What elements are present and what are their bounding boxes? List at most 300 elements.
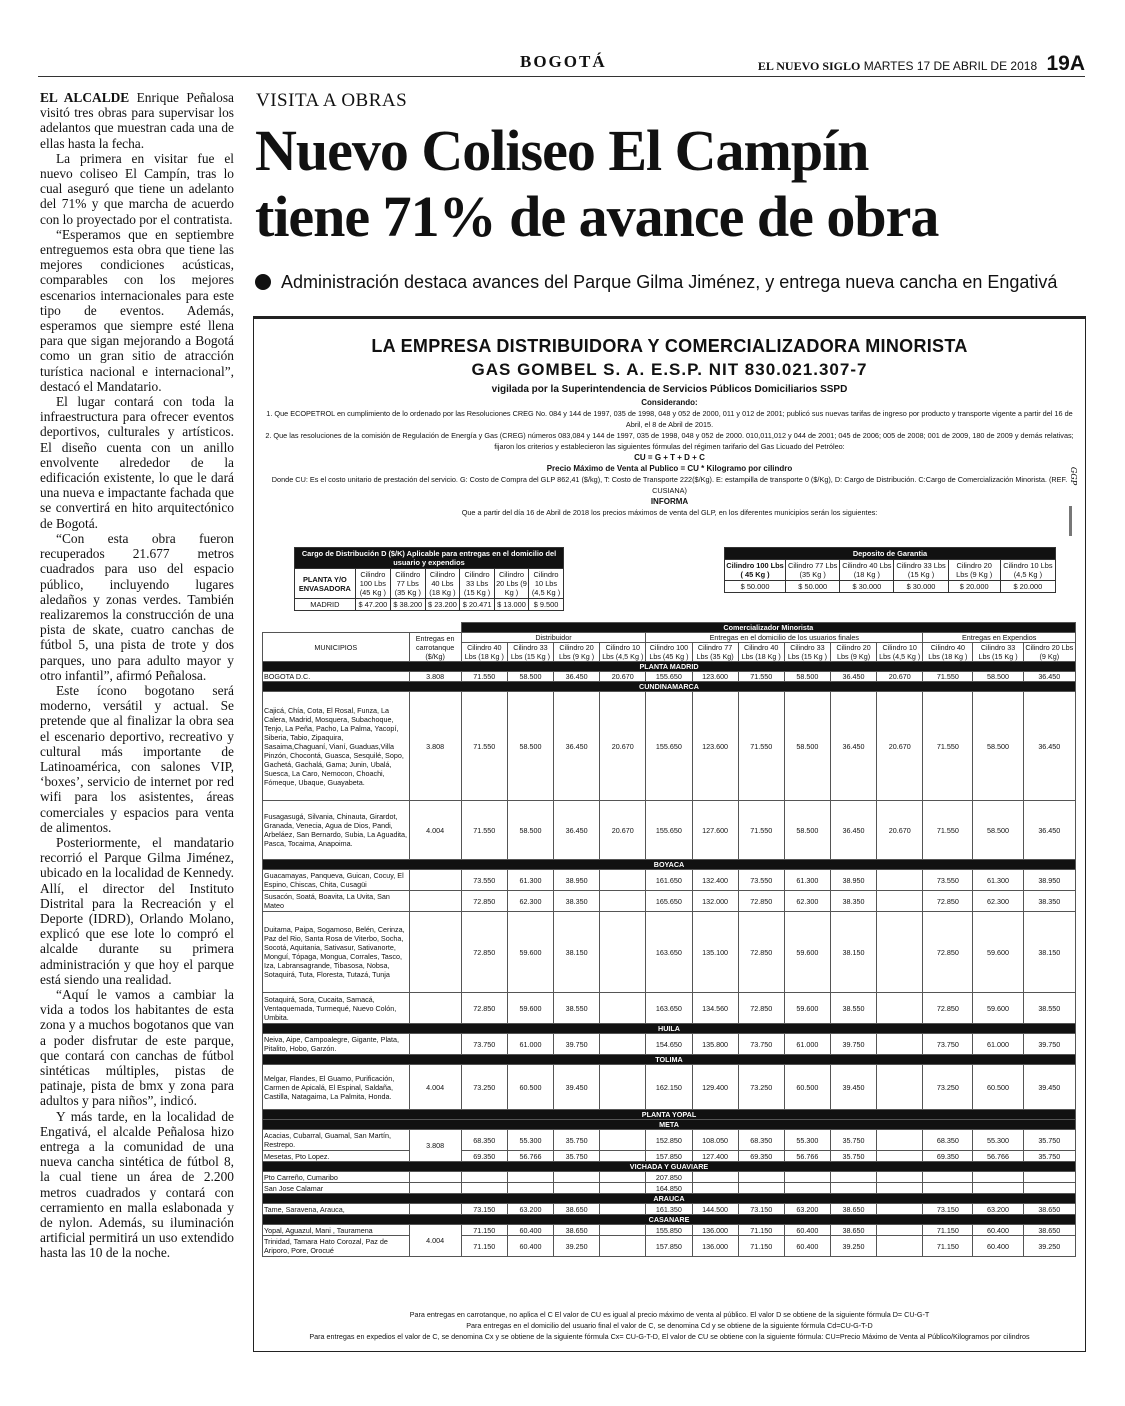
price-cell: 39.450: [830, 1065, 876, 1110]
region-label: META: [263, 1120, 1076, 1130]
region-label: HUILA: [263, 1024, 1076, 1034]
subcolumn-header: Cilindro 10 Lbs (4,5 Kg ): [600, 643, 646, 662]
price-cell: 132.000: [692, 891, 738, 912]
considerando-1: 1. Que ECOPETROL en cumplimiento de lo ordenado por las Resoluciones CREG No. 084 y 144 de 1997, 035 de 1998, 048 y 052 de 2000, 011 y 012 de 2001; publicó sus nuevas tarifas de ingreso por producto y transporte vigente a partir del 16 de Abril, el 8 de Abril de 2015.: [266, 409, 1073, 429]
considerando-2: 2. Que las resoluciones de la comisión de Regulación de Energía y Gas (CREG) números 083,084 y 144 de 1997, 035 de 1998, 048 y 052 de 2000. 010,011,012 y 044 de 2001; 045 de 2006; 005 de 2008; 001 de 2009, 180 de 2009 y demás relativas; fijaron los criterios y establecieron las siguientes fórmulas del régimen tarifario del Gas Licuado del Petróleo:: [265, 431, 1074, 451]
table-row: [263, 1225, 1076, 1236]
table-row: [263, 801, 1076, 860]
price-cell: 38.650: [554, 1204, 600, 1215]
subcolumn-header: Cilindro 40 Lbs (18 Kg ): [738, 643, 784, 662]
price-cell: [877, 1204, 923, 1215]
carrotanque-cell: [409, 912, 461, 993]
price-cell: 73.750: [461, 1034, 507, 1055]
price-cell: [877, 1151, 923, 1162]
price-cell: 60.500: [973, 1065, 1023, 1110]
cargo-row-label: MADRID: [295, 599, 356, 611]
price-cell: 60.400: [507, 1225, 553, 1236]
price-cell: 73.150: [461, 1204, 507, 1215]
price-cell: 72.850: [461, 891, 507, 912]
table-row: [263, 1183, 1076, 1194]
price-cell: 72.850: [461, 912, 507, 993]
price-cell: 62.300: [507, 891, 553, 912]
price-cell: 71.550: [461, 672, 507, 682]
body-paragraph: La primera en visitar fue el nuevo coliseo El Campín, tras lo cual aseguró que tiene un adelanto del 71% y que marcha de acuerdo con lo proyectado por el contratista.: [40, 150, 234, 227]
table-row: [263, 1236, 1076, 1257]
price-cell: 72.850: [461, 993, 507, 1024]
region-row: [263, 1215, 1076, 1225]
municipio-cell: Tame, Saravena, Arauca,: [263, 1204, 410, 1215]
price-cell: 127.600: [692, 801, 738, 860]
price-cell: 59.600: [973, 993, 1023, 1024]
municipio-cell: Fusagasugá, Silvania, Chinauta, Girardot, Granada, Venecia, Agua de Dios, Pandi, Arbeláez, San Bernardo, Subia, La Aguadita, Pasca, Tocaima, Anapoima.: [263, 801, 410, 860]
cargo-col: Cilindro 10 Lbs (4,5 Kg ): [529, 569, 564, 599]
cargo-col: Cilindro 20 Lbs (9 Kg ): [496, 570, 527, 597]
gas-price-notice: [253, 316, 1086, 1352]
carrotanque-cell: [409, 891, 461, 912]
price-cell: 163.650: [646, 993, 692, 1024]
deposit-col: Cilindro 40 Lbs (18 Kg ): [840, 560, 894, 581]
lead-text: Enrique Peñalosa visitó tres obras para supervisar los adelantos que muestran cada una de ellas hasta la fecha.: [40, 90, 234, 151]
price-cell: 36.450: [830, 692, 876, 801]
price-cell: [877, 993, 923, 1024]
price-cell: 58.500: [784, 672, 830, 682]
carrotanque-cell: 4.004: [409, 1225, 461, 1257]
cargo-value: $ 20.471: [460, 599, 495, 611]
region-row: [263, 1024, 1076, 1034]
municipio-cell: Melgar, Flandes, El Guamo, Purificación, Carmen de Apicalá, El Espinal, Saldaña, Castilla, Natagaima, La Palmita, Honda.: [263, 1065, 410, 1110]
price-cell: 157.850: [646, 1151, 692, 1162]
price-cell: 73.150: [923, 1204, 973, 1215]
price-cell: 154.650: [646, 1034, 692, 1055]
region-label: CUNDINAMARCA: [263, 682, 1076, 692]
price-cell: 60.400: [784, 1225, 830, 1236]
region-row: [263, 1194, 1076, 1204]
price-cell: [830, 1183, 876, 1194]
body-paragraph: Y más tarde, en la localidad de Engativá, el alcalde Peñalosa hizo entrega a la comunidad de una nueva cancha sintética de fútbol 8, la cual tiene un área de 2.200 metros cuadrados y contará con cerramiento en malla eslabonada y de nylon. Además, su iluminación artificial permitirá un uso extendido hasta las 10 de la noche.: [40, 1108, 234, 1261]
footnote: Para entregas en el domicilio del usuario final el valor de C, se denomina Cd y se obtiene de la siguiente fórmula Cd=CU-G-T-D: [466, 1321, 873, 1330]
deposit-table: [724, 547, 1056, 593]
price-cell: [923, 1172, 973, 1183]
price-cell: 73.250: [923, 1065, 973, 1110]
price-cell: [738, 1172, 784, 1183]
price-cell: 71.150: [738, 1236, 784, 1257]
lead-paragraph: [40, 90, 234, 151]
price-cell: [600, 1034, 646, 1055]
price-cell: [877, 1225, 923, 1236]
price-cell: [877, 912, 923, 993]
municipio-cell: Trinidad, Tamara Hato Corozal, Paz de Ariporo, Pore, Orocué: [263, 1236, 410, 1257]
municipio-cell: San Jose Calamar: [263, 1183, 410, 1194]
price-cell: 36.450: [830, 672, 876, 682]
price-cell: [1023, 1172, 1075, 1183]
price-cell: 73.550: [461, 870, 507, 891]
cargo-col: Cilindro 40 Lbs (18 Kg ): [425, 569, 460, 599]
price-cell: 20.670: [600, 672, 646, 682]
price-cell: 132.400: [692, 870, 738, 891]
price-cell: [600, 1183, 646, 1194]
carrotanque-cell: [409, 993, 461, 1024]
deposit-value: $ 30.000: [894, 581, 948, 593]
price-cell: 35.750: [554, 1130, 600, 1151]
carrotanque-cell: 4.004: [409, 801, 461, 860]
table-row: [263, 1130, 1076, 1151]
price-cell: [877, 1130, 923, 1151]
price-cell: 161.350: [646, 1204, 692, 1215]
price-cell: 155.650: [646, 672, 692, 682]
price-cell: 39.450: [554, 1065, 600, 1110]
table-row: [263, 1151, 1076, 1162]
price-cell: 68.350: [923, 1130, 973, 1151]
table-row: [263, 1204, 1076, 1215]
price-cell: [600, 912, 646, 993]
body-paragraph: El lugar contará con toda la infraestructura para ofrecer eventos deportivos, culturales y artísticos. El diseño cuenta con un anillo envolvente alrededor de la edificación existente, lo que le dará una nueva e impactante fachada que se convertirá en hito arquitectónico de Bogotá.: [40, 394, 234, 531]
price-cell: 20.670: [600, 801, 646, 860]
region-row: [263, 860, 1076, 870]
price-cell: 59.600: [973, 912, 1023, 993]
price-cell: 36.450: [554, 692, 600, 801]
company-name: GAS GOMBEL S. A. E.S.P. NIT 830.021.307-7: [471, 360, 868, 379]
header-rule: [38, 76, 1085, 77]
price-cell: [600, 1130, 646, 1151]
carrotanque-cell: [409, 1204, 461, 1215]
cargo-value: $ 13.000: [494, 599, 528, 611]
considerando-label: Considerando:: [641, 398, 698, 407]
deposit-header: Deposito de Garantia: [725, 548, 1056, 560]
municipio-cell: Yopal, Aguazul, Mani , Tauramena: [263, 1225, 410, 1236]
price-cell: 20.670: [877, 692, 923, 801]
price-cell: 20.670: [877, 801, 923, 860]
price-cell: 69.350: [738, 1151, 784, 1162]
issue-date: MARTES 17 DE ABRIL DE 2018: [863, 59, 1038, 73]
paper-name: EL NUEVO SIGLO: [757, 59, 861, 73]
carrotanque-cell: [409, 1183, 461, 1194]
price-cell: 68.350: [738, 1130, 784, 1151]
region-label: TOLIMA: [263, 1055, 1076, 1065]
price-cell: 36.450: [830, 801, 876, 860]
price-cell: [923, 1183, 973, 1194]
price-cell: 136.000: [692, 1225, 738, 1236]
deposit-col: Cilindro 77 Lbs (35 Kg ): [786, 560, 840, 581]
price-cell: 163.650: [646, 912, 692, 993]
region-label: PLANTA MADRID: [263, 662, 1076, 672]
domicilio-header: Entregas en el domicilio de los usuarios finales: [646, 633, 923, 643]
region-row: [263, 682, 1076, 692]
price-cell: [600, 1151, 646, 1162]
price-cell: 59.600: [507, 912, 553, 993]
notice-footnotes: [254, 1309, 1085, 1342]
price-cell: 38.350: [830, 891, 876, 912]
table-row: [263, 993, 1076, 1024]
expendios-header: Entregas en Expendios: [923, 633, 1076, 643]
price-cell: [600, 1065, 646, 1110]
price-cell: 20.670: [600, 692, 646, 801]
price-cell: 69.350: [461, 1151, 507, 1162]
price-cell: 61.300: [973, 870, 1023, 891]
price-cell: 38.650: [830, 1225, 876, 1236]
tariff-formula: CU = G + T + D + C: [634, 453, 705, 462]
price-cell: [877, 870, 923, 891]
price-cell: 73.550: [738, 870, 784, 891]
table-row: [263, 891, 1076, 912]
price-cell: 136.000: [692, 1236, 738, 1257]
price-cell: [600, 993, 646, 1024]
price-cell: 38.350: [1023, 891, 1075, 912]
price-cell: [692, 1183, 738, 1194]
price-cell: [738, 1183, 784, 1194]
subcolumn-header: Cilindro 33 Lbs (15 Kg ): [973, 643, 1023, 662]
price-cell: 55.300: [973, 1130, 1023, 1151]
price-cell: [461, 1183, 507, 1194]
cargo-value: $ 9.500: [529, 599, 564, 611]
price-cell: 69.350: [923, 1151, 973, 1162]
price-cell: [877, 1034, 923, 1055]
price-cell: 38.650: [830, 1204, 876, 1215]
municipio-cell: Duitama, Paipa, Sogamoso, Belén, Cerinza, Paz del Rio, Santa Rosa de Viterbo, Socha, Socotá, Aquitania, Sativasur, Sativanorte, Monguí, Tópaga, Mongua, Corrales, Tasco, Iza, Labransagrande, Tibasosa, Nobsa, Sotaquirá, Tuta, Floresta, Tutazá, Tunja: [263, 912, 410, 993]
body-paragraph: Posteriormente, el mandatario recorrió el Parque Gilma Jiménez, ubicado en la localidad de Kennedy. Allí, el director del Instituto Distrital para la Recreación y el Deporte (IDRD), Orlando Molano, explicó que ese lote lo compró el alcalde durante su primera administración y que hoy el parque está siendo una realidad.: [40, 834, 234, 987]
price-cell: 61.000: [784, 1034, 830, 1055]
table-row: [263, 1065, 1076, 1110]
price-cell: 72.850: [738, 891, 784, 912]
carrotanque-cell: [409, 1034, 461, 1055]
cargo-col: Cilindro 100 Lbs (45 Kg ): [355, 569, 390, 599]
municipio-cell: BOGOTA D.C.: [263, 672, 410, 682]
price-cell: 72.850: [923, 993, 973, 1024]
planta-label: PLANTA Y/O ENVASADORA: [295, 569, 356, 599]
municipio-cell: Mesetas, Pto Lopez.: [263, 1151, 410, 1162]
regulator-line: vigilada por la Superintendencia de Servicios Públicos Domiciliarios SSPD: [491, 384, 848, 395]
price-cell: 58.500: [784, 801, 830, 860]
price-cell: 35.750: [1023, 1151, 1075, 1162]
price-cell: 58.500: [973, 672, 1023, 682]
price-cell: 61.300: [784, 870, 830, 891]
price-cell: 38.950: [1023, 870, 1075, 891]
price-cell: 155.850: [646, 1225, 692, 1236]
price-cell: 59.600: [784, 993, 830, 1024]
comercializador-header: Comercializador Minorista: [461, 623, 1075, 633]
cargo-value: $ 47.200: [355, 599, 390, 611]
region-row: [263, 662, 1076, 672]
price-cell: 38.650: [1023, 1225, 1075, 1236]
price-cell: 36.450: [1023, 801, 1075, 860]
carrotanque-cell: 4.004: [409, 1065, 461, 1110]
price-cell: 20.670: [877, 672, 923, 682]
price-cell: [600, 1204, 646, 1215]
distribution-charge-header: Cargo de Distribución D ($/K) Aplicable para entregas en el domicilio del usuario y expendios: [295, 548, 564, 569]
price-cell: 35.750: [830, 1130, 876, 1151]
table-row: [263, 692, 1076, 801]
municipio-cell: Susacón, Soatá, Boavita, La Uvita, San Mateo: [263, 891, 410, 912]
region-label: VICHADA Y GUAVIARE: [263, 1162, 1076, 1172]
subcolumn-header: Cilindro 20 Lbs (9 Kg): [1023, 643, 1075, 662]
carrotanque-cell: [409, 1172, 461, 1183]
price-cell: 207.850: [646, 1172, 692, 1183]
price-cell: 135.100: [692, 912, 738, 993]
price-cell: 58.500: [507, 801, 553, 860]
price-cell: 59.600: [784, 912, 830, 993]
price-cell: 73.750: [738, 1034, 784, 1055]
price-cell: [600, 1225, 646, 1236]
price-cell: 155.650: [646, 801, 692, 860]
carrotanque-cell: 3.808: [409, 1130, 461, 1162]
carrotanque-cell: 3.808: [409, 672, 461, 682]
price-cell: 71.550: [738, 801, 784, 860]
logo-mark-icon: [1065, 462, 1077, 542]
price-cell: 38.150: [554, 912, 600, 993]
price-cell: 56.766: [973, 1151, 1023, 1162]
price-cell: [877, 1172, 923, 1183]
price-cell: [600, 1236, 646, 1257]
price-cell: [600, 891, 646, 912]
price-cell: [784, 1183, 830, 1194]
price-cell: 38.350: [554, 891, 600, 912]
body-paragraph: “Aquí le vamos a cambiar la vida a todos los habitantes de esta zona y a muchos bogotanos que van a poder disfrutar de este parque, que contará con canchas de fútbol sintéticas múltiples, pistas de patinaje, pista de bmx y zona para adultos y para niños”, indicó.: [40, 986, 234, 1109]
distribuidor-header: Distribuidor: [461, 633, 646, 643]
price-cell: [507, 1172, 553, 1183]
price-cell: 59.600: [507, 993, 553, 1024]
carrotanque-cell: [409, 870, 461, 891]
region-row: [263, 1110, 1076, 1120]
price-cell: 63.200: [973, 1204, 1023, 1215]
price-cell: 108.050: [692, 1130, 738, 1151]
price-cell: [784, 1172, 830, 1183]
article-body-column: [40, 90, 234, 1261]
price-cell: 71.150: [738, 1225, 784, 1236]
price-cell: 55.300: [507, 1130, 553, 1151]
price-cell: 60.500: [507, 1065, 553, 1110]
price-table-body: [263, 662, 1076, 1257]
body-paragraph: Este ícono bogotano será moderno, versátil y actual. Se pretende que al finalizar la obra sea el escenario deportivo, recreativo y cultural más importante de Latinoamérica, con salones VIP, ‘boxes’, servicio de internet por red wifi para los asistentes, áreas comerciales y espacios para venta de alimentos.: [40, 682, 234, 835]
table-row: [263, 912, 1076, 993]
price-cell: 73.550: [923, 870, 973, 891]
price-cell: 144.500: [692, 1204, 738, 1215]
price-cell: 36.450: [554, 672, 600, 682]
footnote: Para entregas en expedios el valor de C, se denomina Cx y se obtiene de la siguiente fórmula Cx= CU-G-T-D, El valor de CU se obtiene con la siguiente fórmula: CU=Precio Máximo de Venta al Público/Kilogramos por cilindros: [309, 1332, 1030, 1341]
price-cell: 123.600: [692, 672, 738, 682]
price-cell: 71.550: [738, 672, 784, 682]
price-cell: 58.500: [784, 692, 830, 801]
price-cell: 58.500: [507, 692, 553, 801]
price-cell: 38.950: [554, 870, 600, 891]
price-cell: [830, 1172, 876, 1183]
price-cell: 157.850: [646, 1236, 692, 1257]
price-cell: 36.450: [554, 801, 600, 860]
subcolumn-header: Cilindro 40 Lbs (18 Kg ): [461, 643, 507, 662]
price-cell: [973, 1172, 1023, 1183]
deposit-col: Cilindro 100 Lbs ( 45 Kg ): [726, 561, 784, 579]
price-cell: 55.300: [784, 1130, 830, 1151]
price-cell: 38.650: [554, 1225, 600, 1236]
price-cell: 73.250: [461, 1065, 507, 1110]
price-cell: 35.750: [1023, 1130, 1075, 1151]
price-cell: 68.350: [461, 1130, 507, 1151]
region-label: ARAUCA: [263, 1194, 1076, 1204]
price-cell: 71.550: [923, 672, 973, 682]
price-cell: 38.550: [554, 993, 600, 1024]
section-title: BOGOTÁ: [520, 52, 607, 71]
price-formula: Precio Máximo de Venta al Publico = CU * Kilogramo por cilindro: [546, 464, 793, 473]
subcolumn-header: Cilindro 33 Lbs (15 Kg ): [507, 643, 553, 662]
deposit-col: Cilindro 10 Lbs (4,5 Kg ): [1000, 560, 1055, 581]
formula-definitions: Donde CU: Es el costo unitario de prestación del servicio. G: Costo de Compra del GLP 862,41 ($/kg), T: Costo de Transporte 222($/Kg). E: estampilla de transporte 0 ($/Kg), D: Cargo de Distribución. C:Cargo de Comercialización Minorista. (REF. CUSIANA): [271, 475, 1068, 495]
headline-line-1: Nuevo Coliseo El Campín: [255, 118, 869, 183]
price-cell: 71.150: [461, 1236, 507, 1257]
price-cell: 71.150: [923, 1236, 973, 1257]
price-cell: 162.150: [646, 1065, 692, 1110]
price-cell: 39.250: [830, 1236, 876, 1257]
deposit-value: $ 20.000: [1000, 581, 1055, 593]
price-cell: 38.150: [830, 912, 876, 993]
price-cell: 73.250: [738, 1065, 784, 1110]
price-cell: 60.400: [973, 1225, 1023, 1236]
price-cell: 38.150: [1023, 912, 1075, 993]
notice-title: LA EMPRESA DISTRIBUIDORA Y COMERCIALIZADORA MINORISTA: [371, 336, 968, 356]
table-row: [263, 1034, 1076, 1055]
price-cell: 35.750: [554, 1151, 600, 1162]
price-cell: 39.750: [830, 1034, 876, 1055]
price-cell: 71.550: [738, 692, 784, 801]
table-row: [263, 870, 1076, 891]
lead-bold: EL ALCALDE: [40, 90, 130, 105]
price-cell: 71.150: [923, 1225, 973, 1236]
price-cell: [554, 1172, 600, 1183]
municipio-cell: Pto Carreño, Cumaribo: [263, 1172, 410, 1183]
subcolumn-header: Cilindro 100 Lbs (45 Kg ): [646, 643, 692, 662]
price-cell: 71.550: [923, 801, 973, 860]
price-cell: 72.850: [923, 912, 973, 993]
price-cell: 135.800: [692, 1034, 738, 1055]
cargo-value: $ 23.200: [425, 599, 460, 611]
cargo-col: Cilindro 33 Lbs (15 Kg ): [460, 569, 495, 599]
price-cell: 39.750: [554, 1034, 600, 1055]
price-cell: [877, 1236, 923, 1257]
price-table: [262, 622, 1076, 1257]
subheadline: [255, 272, 1057, 293]
price-cell: 58.500: [973, 692, 1023, 801]
price-cell: 39.450: [1023, 1065, 1075, 1110]
price-cell: [600, 870, 646, 891]
subcolumn-header: Cilindro 40 Lbs (18 Kg ): [923, 643, 973, 662]
price-cell: 36.450: [1023, 692, 1075, 801]
municipio-cell: Neiva, Aipe, Campoalegre, Gigante, Plata, Pitalito, Hobo, Garzón.: [263, 1034, 410, 1055]
table-row: [263, 672, 1076, 682]
deposit-col: Cilindro 33 Lbs (15 Kg ): [894, 560, 948, 581]
price-cell: [973, 1183, 1023, 1194]
price-cell: 61.300: [507, 870, 553, 891]
body-paragraph: “Esperamos que en septiembre entreguemos esta obra que tiene las mejores condiciones acústicas, comparables con los mejores escenarios internacionales para este tipo de eventos. Además, esperamos que siempre esté llena para que sigan mejorando a Bogotá como un gran sitio de atracción turística nacional e internacional”, destacó el Mandatario.: [40, 226, 234, 394]
price-cell: 127.400: [692, 1151, 738, 1162]
deposit-value: $ 50.000: [725, 581, 786, 593]
informa-label: INFORMA: [650, 497, 689, 506]
price-cell: 71.550: [461, 801, 507, 860]
municipios-header: MUNICIPIOS: [263, 633, 410, 662]
region-label: CASANARE: [263, 1215, 1076, 1225]
page-masthead: [758, 52, 1085, 76]
price-cell: 72.850: [738, 993, 784, 1024]
price-cell: 35.750: [830, 1151, 876, 1162]
bullet-icon: [255, 274, 271, 290]
subcolumn-header: Cilindro 77 Lbs (35 Kg): [692, 643, 738, 662]
price-cell: [507, 1183, 553, 1194]
region-row: [263, 1120, 1076, 1130]
region-label: PLANTA YOPAL: [263, 1110, 1076, 1120]
price-cell: 62.300: [973, 891, 1023, 912]
region-label: BOYACA: [263, 860, 1076, 870]
price-cell: [554, 1183, 600, 1194]
price-cell: [461, 1172, 507, 1183]
informa-intro: Que a partir del día 16 de Abril de 2018 los precios máximos de venta del GLP, en los diferentes municipios serán los siguientes:: [461, 508, 878, 517]
deposit-value: $ 20.000: [948, 581, 1000, 593]
side-logo-mark: [1065, 462, 1077, 542]
